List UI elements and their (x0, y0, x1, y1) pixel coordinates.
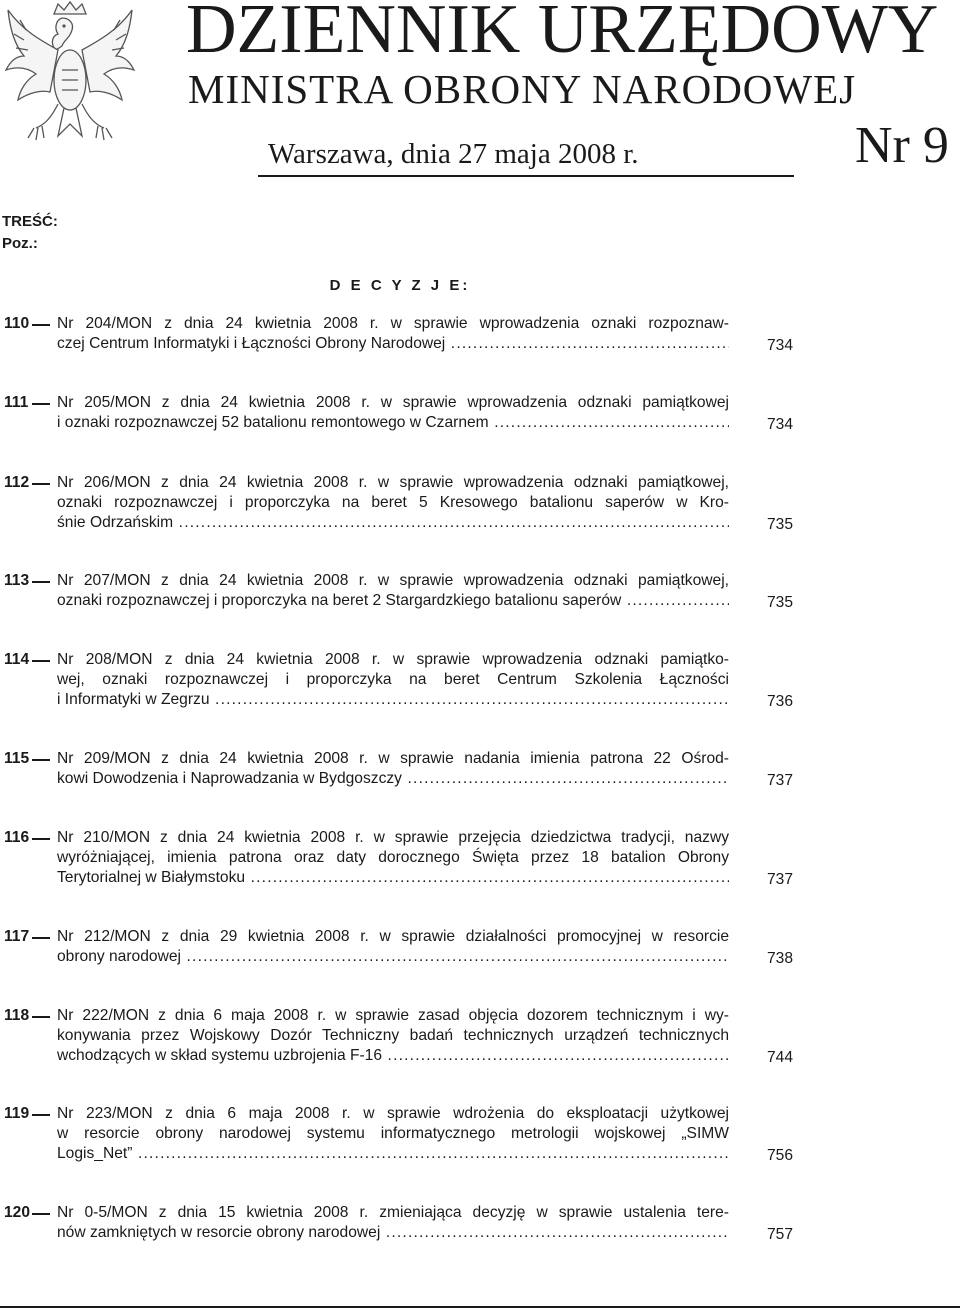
entry-page-number: 734 (767, 337, 794, 354)
journal-title: DZIENNIK URZĘDOWY (186, 0, 939, 68)
entry-number: 113 (4, 572, 30, 589)
entry-page-number: 734 (767, 416, 794, 433)
toc-poz-label: Poz.: (2, 235, 38, 252)
entry-dash (32, 324, 50, 326)
entry-number: 120 (4, 1204, 31, 1221)
entry-dash (32, 1016, 50, 1018)
entry-title-line: Nr 223/MON z dnia 6 maja 2008 r. w sprawie wdrożenia do eksploatacji użytkowej (57, 1105, 729, 1122)
entry-title (57, 1203, 729, 1243)
entry-title (57, 393, 729, 433)
entry-title (57, 1104, 729, 1164)
entry-dash (32, 759, 50, 761)
entry-page-number: 744 (767, 1049, 794, 1066)
entry-page-number: 757 (767, 1226, 794, 1243)
footer-rule (0, 1306, 960, 1308)
entry-title (57, 650, 729, 710)
entry-title-line: w resorcie obrony narodowej systemu informatycznego metrologii wojskowej „SIMW (57, 1125, 729, 1142)
entry-number: 112 (4, 474, 30, 491)
entry-title-line: oznaki rozpoznawczej i proporczyka na beret 5 Kresowego batalionu saperów w Kro- (57, 494, 729, 511)
entry-title-line: obrony narodowej ..... (57, 947, 729, 967)
issue-date: Warszawa, dnia 27 maja 2008 r. (268, 138, 639, 170)
entry-title (57, 314, 729, 354)
section-label: D E C Y Z J E: (329, 277, 471, 294)
entry-number: 118 (4, 1007, 30, 1024)
toc-heading (2, 212, 58, 254)
header-rule (258, 175, 794, 177)
entry-title-line: kowi Dowodzenia i Naprowadzania w Bydgoszczy ..... (57, 769, 729, 789)
entry-page-number: 738 (767, 950, 794, 967)
entry-title-line: i Informatyki w Zegrzu ..... (57, 690, 729, 710)
entry-number: 116 (4, 829, 30, 846)
entry-title-line: wchodzących w skład systemu uzbrojenia F-16 ..... (57, 1046, 729, 1066)
entry-title-line: Nr 209/MON z dnia 24 kwietnia 2008 r. w sprawie nadania imienia patrona 22 Ośrod- (57, 750, 729, 767)
entry-number: 114 (4, 651, 30, 668)
issue-number: Nr 9 (855, 117, 949, 174)
entry-title (57, 473, 729, 533)
entry-number: 115 (4, 750, 30, 767)
entry-title-line: czej Centrum Informatyki i Łączności Obrony Narodowej ..... (57, 334, 729, 354)
entry-title-line: śnie Odrzańskim ..... (57, 513, 729, 533)
entry-title (57, 1006, 729, 1066)
entry-title-line: konywania przez Wojskowy Dozór Techniczny badań technicznych urządzeń technicznych (57, 1027, 729, 1044)
entry-title-line: i oznaki rozpoznawczej 52 batalionu remontowego w Czarnem ..... (57, 413, 729, 433)
entry-title-line: Nr 0-5/MON z dnia 15 kwietnia 2008 r. zmieniająca decyzję w sprawie ustalenia tere- (57, 1204, 729, 1221)
entry-dash (32, 403, 50, 405)
entry-title-line: oznaki rozpoznawczej i proporczyka na beret 2 Stargardzkiego batalionu saperów ..... (57, 591, 729, 611)
entry-number: 119 (4, 1105, 30, 1122)
eagle-emblem-icon (0, 0, 140, 150)
entry-dash (32, 660, 50, 662)
entry-page-number: 736 (767, 693, 794, 710)
section-heading (0, 276, 800, 296)
entry-title-line: Nr 205/MON z dnia 24 kwietnia 2008 r. w sprawie wprowadzenia odznaki pamiątkowej (57, 394, 729, 411)
entry-title (57, 828, 729, 888)
journal-subtitle: MINISTRA OBRONY NARODOWEJ (188, 66, 857, 112)
entry-title-line: Nr 212/MON z dnia 29 kwietnia 2008 r. w sprawie działalności promocyjnej w resorcie (57, 928, 729, 945)
entry-title-line: wyróżniającej, imienia patrona oraz daty dorocznego Święta przez 18 batalion Obrony (57, 849, 729, 866)
entry-title-line: Nr 222/MON z dnia 6 maja 2008 r. w sprawie zasad objęcia dozorem technicznym i wy- (57, 1007, 729, 1024)
entry-title-line: nów zamkniętych w resorcie obrony narodowej ..... (57, 1223, 729, 1243)
entry-title-line: Nr 208/MON z dnia 24 kwietnia 2008 r. w sprawie wprowadzenia odznaki pamiątko- (57, 651, 729, 668)
entry-dash (32, 1114, 50, 1116)
entry-title (57, 927, 729, 967)
entry-title-line: Nr 204/MON z dnia 24 kwietnia 2008 r. w sprawie wprowadzenia oznaki rozpoznaw- (57, 315, 729, 332)
entry-title-line: Terytorialnej w Białymstoku ..... (57, 868, 729, 888)
entry-number: 117 (4, 928, 30, 945)
entry-title-line: Nr 206/MON z dnia 24 kwietnia 2008 r. w sprawie wprowadzenia odznaki pamiątkowej, (57, 474, 729, 491)
entry-dash (32, 1213, 50, 1215)
entry-number: 111 (4, 394, 29, 411)
entry-page-number: 735 (767, 516, 794, 533)
entry-title (57, 571, 729, 611)
entry-title-line: Logis_Net” ..... (57, 1144, 729, 1164)
toc-title: TREŚĆ: (2, 213, 58, 230)
entry-dash (32, 838, 50, 840)
entry-title (57, 749, 729, 789)
entry-title-line: Nr 207/MON z dnia 24 kwietnia 2008 r. w sprawie wprowadzenia odznaki pamiątkowej, (57, 572, 729, 589)
entry-page-number: 756 (767, 1147, 794, 1164)
entry-dash (32, 937, 50, 939)
entry-title-line: Nr 210/MON z dnia 24 kwietnia 2008 r. w sprawie przejęcia dziedzictwa tradycji, nazwy (57, 829, 729, 846)
entry-title-line: wej, oznaki rozpoznawczej i proporczyka na beret Centrum Szkolenia Łączności (57, 671, 729, 688)
entry-number: 110 (4, 315, 30, 332)
entry-dash (32, 483, 50, 485)
entry-page-number: 735 (767, 594, 794, 611)
entry-page-number: 737 (767, 772, 794, 789)
entry-dash (32, 581, 50, 583)
entry-page-number: 737 (767, 871, 794, 888)
